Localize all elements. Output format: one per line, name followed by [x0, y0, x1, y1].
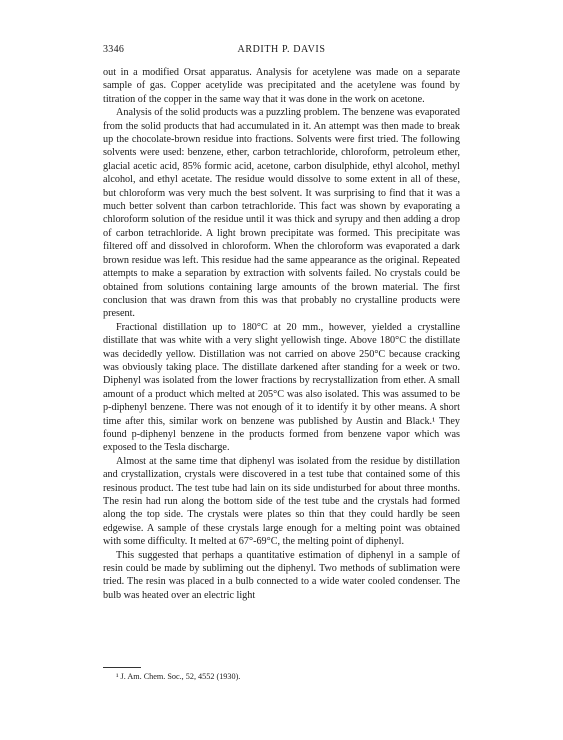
body-text: [103, 66, 460, 602]
paragraph-3: Fractional distillation up to 180°C at 20 mm., however, yielded a crystalline distillate that was white with a very slight yellowish tinge. Above 180°C the distillate was decidedly yellow. Distillation was not carried on above 250°C because cracking was obviously taking place. The distillate darkened after standing for a week or two. Diphenyl was isolated from the lower fractions by recrystallization from ether. A small amount of a product which melted at 205°C was also isolated. This was assumed to be p-diphenyl benzene. There was not enough of it to identify it by other means. A short time after this, similar work on benzene was published by Austin and Black.¹ They found p-diphenyl benzene in the products formed from benzene vapor which was exposed to the Tesla discharge.: [103, 321, 460, 454]
page-number: 3346: [103, 44, 125, 55]
running-title: ARDITH P. DAVIS: [237, 44, 326, 55]
paragraph-1: out in a modified Orsat apparatus. Analysis for acetylene was made on a separate sample of gas. Copper acetylide was precipitated and the acetylene was found by titration of the copper in the same way that it was done in the work on acetone.: [103, 67, 460, 105]
paragraph-4: Almost at the same time that diphenyl was isolated from the residue by distillation and crystallization, crystals were discovered in a test tube that contained some of this resinous product. The test tube had lain on its side undisturbed for about three months. The resin had run along the bottom side of the test tube and the crystals had formed along the top side. The crystals were plates so thin that they could hardly be seen edgewise. A sample of these crystals large enough for a melting point was obtained with some difficulty. It melted at 67°-69°C, the melting point of diphenyl.: [103, 455, 460, 548]
paragraph-2: Analysis of the solid products was a puzzling problem. The benzene was evaporated from the solid products that had accumulated in it. An attempt was then made to break up the chocolate-brown residue into fractions. Solvents were first tried. The following solvents were used: benzene, ether, carbon tetrachloride, chloroform, petroleum ether, glacial acetic acid, 85% formic acid, acetone, carbon disulphide, ethyl alcohol, methyl alcohol, and ethyl acetate. The residue would dissolve to some extent in all of these, but chloroform was very much the best solvent. It was surprising to find that it was a much better solvent than carbon tetrachloride. This fact was shown by evaporating a chloroform solution of the residue until it was thick and syrupy and then adding a drop of carbon tetrachloride. A light brown precipitate was formed. This precipitate was filtered off and dissolved in chloroform. When the chloroform was evaporated a dark brown residue was left. This residue had the same appearance as the original. Repeated attempts to make a separation by extraction with solvents failed. No crystals could be obtained from solutions containing large amounts of the brown material. The first conclusion that was drawn from this was that probably no crystalline products were present.: [103, 107, 460, 320]
footnote: ¹ J. Am. Chem. Soc., 52, 4552 (1930).: [116, 672, 241, 681]
paragraph-5: This suggested that perhaps a quantitative estimation of diphenyl in a sample of resin could be made by subliming out the diphenyl. Two methods of sublimation were tried. The resin was placed in a bulb connected to a wide water cooled condenser. The bulb was heated over an electric light: [103, 549, 460, 601]
page-header: [103, 44, 460, 58]
footnote-rule: [103, 667, 141, 668]
